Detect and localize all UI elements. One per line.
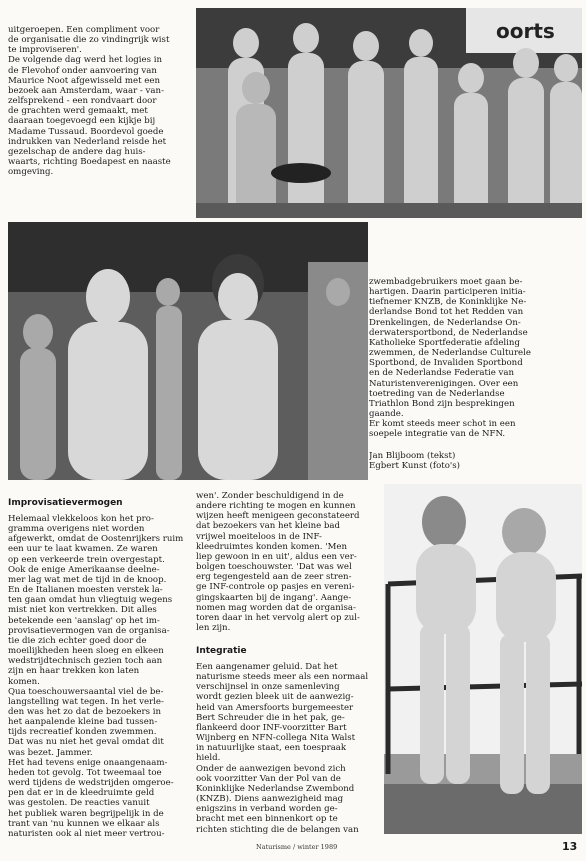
article-text-trust: wen'. Zonder beschuldigend in de andere richting te mogen en kunnen wijzen heeft menigeen geconstateerd dat bezoekers van het kleine bad vrijwel moeiteloos in de INF- kleedruimtes konden komen. 'Men liep gewoon in en uit', aldus een ver- bolgen toeschouwster. 'Dat was wel erg tegengesteld aan de zeer stren- ge INF-controle op pasjes en vereni- gingskaarten bij de ingang'. Aange- nomen mag worden dat de organisa- toren daar in het vervolg alert op zul- len zijn. xyxy=(196,491,360,634)
heading-integratie: Integratie xyxy=(196,646,247,656)
photo-sign-text: oorts xyxy=(496,19,555,43)
photo-children-at-railing xyxy=(384,484,582,834)
article-text-improvisation: Helemaal vlekkeloos kon het pro- gramma overigens niet worden afgewerkt, omdat de Oostenrijkers ruim een uur te laat kwamen. Ze waren op een verkeerde trein overgestapt. Ook de enige Amerikaanse deelne- mer lag wat met de tijd in de knoop. En de Italianen moesten verstek la- ten gaan omdat hun vliegtuig wegens mist niet kon vertrekken. Dit alles betekende een 'aanslag' op het im- provisatievermogen van de organisa- tie die zich echter goed door de moeilijkheden heen sloeg en elkeen wedstrijdtechnisch gezien toch aan zijn en haar trekken kon laten komen. Qua toeschouwersaantal viel de be- langstelling wat tegen. In het verle- den was het zo dat de bezoekers in het aanpalende kleine bad tussen- tijds recreatief konden zwemmen. Dat was nu niet het geval omdat dit was bezet. Jammer. Het had tevens enige onaangenaam- heden tot gevolg. Tot tweemaal toe werd tijdens de wedstrijden omgeroe- pen dat er in de kleedruimte geld was gestolen. De reacties vanuit het publiek waren begrijpelijk in de trant van 'nu kunnen we elkaar als naturisten ook al niet meer vertrou- xyxy=(8,514,184,839)
article-text-intro: uitgeroepen. Een compliment voor de organisatie die zo vindingrijk wist te improviseren'. De volgende dag werd het logies in de Flevohof onder aanvoering van Maurice Noot afgewisseld met een bezoek aan Amsterdam, waar - van- zelfsprekend - een rondvaart door de grachten werd gemaakt, met daaraan toegevoegd een kijkje bij Madame Tussaud. Boordevol goede indrukken van Nederland reisde het gezelschap de andere dag huis- waarts, richting Boedapest en naaste omgeving. xyxy=(8,25,171,178)
credits: Jan Blijboom (tekst) Egbert Kunst (foto's) xyxy=(369,451,461,472)
heading-improvisatievermogen: Improvisatievermogen xyxy=(8,498,123,508)
photo-medal-presentation xyxy=(8,222,368,480)
article-text-integration: Een aangenamer geluid. Dat het naturisme steeds meer als een normaal verschijnsel in onze samenleving wordt gezien bleek uit de aanwezig- heid van Amersfoorts burgemeester Bert Schreuder die in het pak, ge- flankeerd door INF-voorzitter Bart Wijnberg en NFN-collega Nita Walst in natuurlijke staat, een toespraak hield. Onder de aanwezigen bevond zich ook voorzitter Van der Pol van de Koninklijke Nederlandse Zwembond (KNZB). Diens aanwezigheid mag enigszins in verband worden ge- bracht met een binnenkort op te richten stichting die de belangen van xyxy=(196,662,369,834)
footer-caption: Naturisme / winter 1989 xyxy=(256,843,338,851)
photo-medal-ceremony xyxy=(196,8,582,218)
page-number: 13 xyxy=(562,840,578,853)
article-text-integration-continued: zwembadgebruikers moet gaan be- hartigen. Daarin participeren initia- tiefnemer KNZB, de Koninklijke Ne- derlandse Bond tot het Redden van Drenkelingen, de Nederlandse On- derwatersportbond, de Nederlandse Katholieke Sportfederatie afdeling zwemmen, de Nederlandse Culturele Sportbond, de Invaliden Sportbond en de Nederlandse Federatie van Naturistenverenigingen. Over een toetreding van de Nederlandse Triathlon Bond zijn besprekingen gaande. Er komt steeds meer schot in een soepele integratie van de NFN. xyxy=(369,277,531,440)
